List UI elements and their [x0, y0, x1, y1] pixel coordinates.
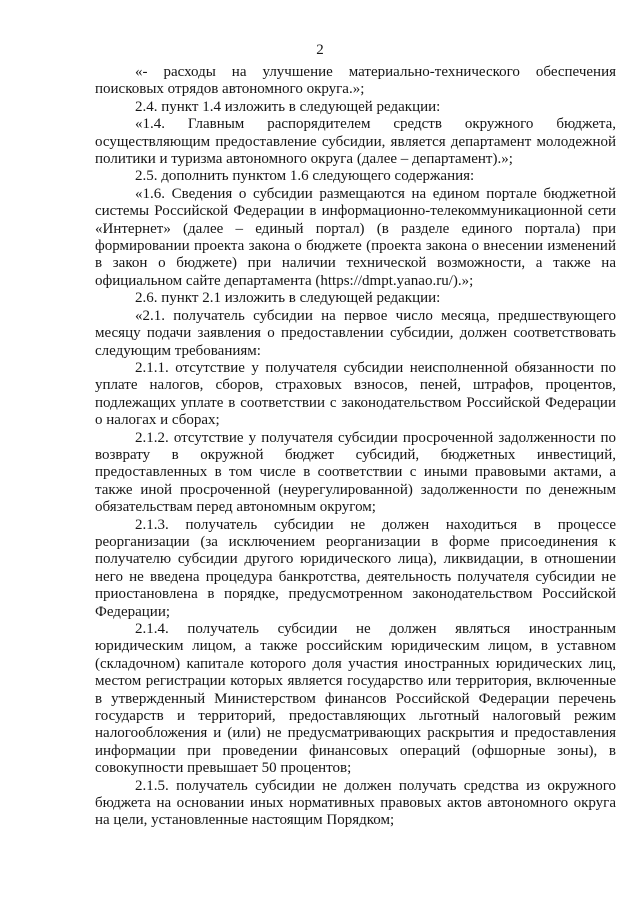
- paragraph-clause-1-6: «1.6. Сведения о субсидии размещаются на едином портале бюджетной системы Российской Федерации в информационно-телекоммуникационной сети «Интернет» (далее – единый портал) (в разделе единого портала) при формировании проекта закона о бюджете (проекта закона о внесении изменений в закон о бюджете) при наличии технической возможности, а также на официальном сайте департамента (https://dmpt.yanao.ru/).»;: [95, 185, 616, 289]
- paragraph-clause-1-4: «1.4. Главным распорядителем средств окружного бюджета, осуществляющим предоставление субсидии, является департамент молодежной политики и туризма автономного округа (далее – департамент).»;: [95, 116, 616, 168]
- paragraph-clause-2-1-1: 2.1.1. отсутствие у получателя субсидии неисполненной обязанности по уплате налогов, сборов, страховых взносов, пеней, штрафов, процентов, подлежащих уплате в соответствии с законодательством Российской Федерации о налогах и сборах;: [95, 359, 616, 429]
- paragraph-clause-2-1-4: 2.1.4. получатель субсидии не должен являться иностранным юридическим лицом, а также российским юридическим лицом, в уставном (складочном) капитале которого доля участия иностранных юридических лиц, местом регистрации которых является государство или территория, включенные в утвержденный Министерством финансов Российской Федерации перечень государств и территорий, предоставляющих льготный налоговый режим налогообложения и (или) не предусматривающих раскрытия и предоставления информации при проведении финансовых операций (офшорные зоны), в совокупности превышает 50 процентов;: [95, 621, 616, 777]
- paragraph-add-1-6: 2.5. дополнить пунктом 1.6 следующего содержания:: [135, 168, 475, 185]
- paragraph-amend-1-4: 2.4. пункт 1.4 изложить в следующей редакции:: [135, 98, 441, 115]
- paragraph-clause-2-1: «2.1. получатель субсидии на первое число месяца, предшествующего месяцу подачи заявления о предоставлении субсидии, должен соответствовать следующим требованиям:: [95, 307, 616, 359]
- page-number: 2: [316, 42, 324, 58]
- paragraph-expenses-item: «- расходы на улучшение материально-технического обеспечения поисковых отрядов автономного округа.»;: [95, 64, 616, 98]
- paragraph-clause-2-1-5: 2.1.5. получатель субсидии не должен получать средства из окружного бюджета на основании иных нормативных правовых актов автономного округа на цели, установленные настоящим Порядком;: [95, 777, 616, 829]
- paragraph-amend-2-1: 2.6. пункт 2.1 изложить в следующей редакции:: [135, 290, 441, 307]
- paragraph-clause-2-1-3: 2.1.3. получатель субсидии не должен находиться в процессе реорганизации (за исключением реорганизации в форме присоединения к получателю субсидии другого юридического лица), ликвидации, в отношении него не введена процедура банкротства, деятельность получателя субсидии не приостановлена в порядке, предусмотренном законодательством Российской Федерации;: [95, 516, 616, 620]
- paragraph-clause-2-1-2: 2.1.2. отсутствие у получателя субсидии просроченной задолженности по возврату в окружной бюджет субсидий, бюджетных инвестиций, предоставленных в том числе в соответствии с иными правовыми актами, а также иной просроченной (неурегулированной) задолженности по денежным обязательствам перед автономным округом;: [95, 429, 616, 516]
- document-body: [95, 64, 616, 830]
